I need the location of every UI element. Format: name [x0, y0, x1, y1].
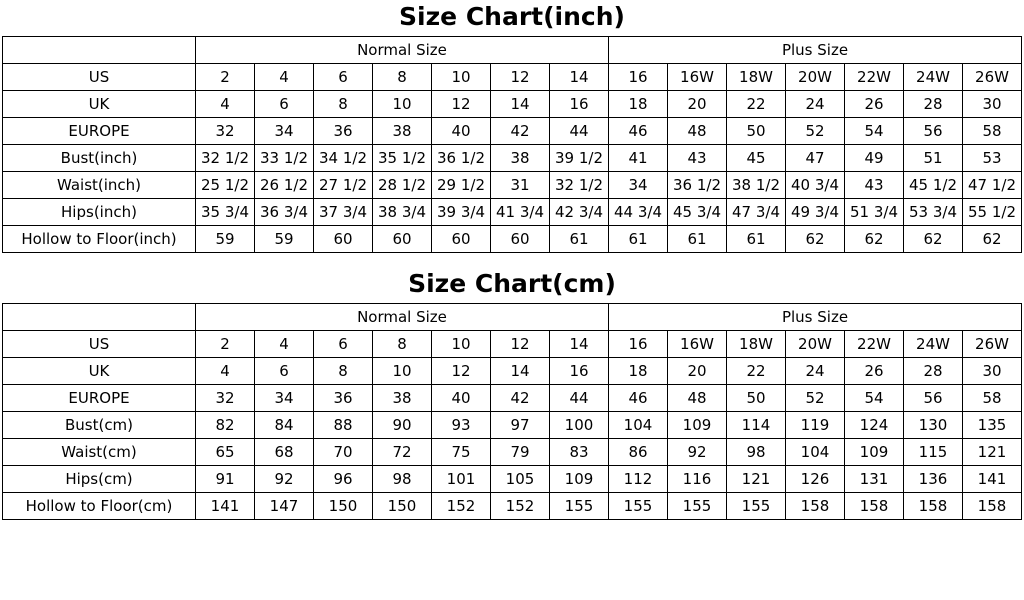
table-cell: 34: [255, 118, 314, 145]
table-cell: 36 1/2: [432, 145, 491, 172]
table-cell: 92: [668, 439, 727, 466]
table-cell: 38 1/2: [727, 172, 786, 199]
table-cell: 14: [491, 358, 550, 385]
table-cell: 37 3/4: [314, 199, 373, 226]
table-cell: 155: [609, 493, 668, 520]
table-cell: 104: [786, 439, 845, 466]
table-row: [3, 331, 1022, 358]
table-cell: 92: [255, 466, 314, 493]
table-cell: 52: [786, 385, 845, 412]
table-cell: 135: [963, 412, 1022, 439]
table-cell: 101: [432, 466, 491, 493]
row-label: UK: [3, 91, 196, 118]
table-cell: 36: [314, 118, 373, 145]
table-cell: 31: [491, 172, 550, 199]
table-cell: 60: [491, 226, 550, 253]
table-cell: 34: [609, 172, 668, 199]
table-cell: 12: [432, 358, 491, 385]
table-cell: 49 3/4: [786, 199, 845, 226]
table-cell: 16: [609, 331, 668, 358]
group-header-row: [3, 37, 1022, 64]
table-cell: 44: [550, 118, 609, 145]
table-cell: 70: [314, 439, 373, 466]
table-cell: 109: [668, 412, 727, 439]
table-cell: 20: [668, 358, 727, 385]
table-cell: 152: [491, 493, 550, 520]
row-label: Hips(cm): [3, 466, 196, 493]
table-cell: 26: [845, 358, 904, 385]
table-cell: 58: [963, 118, 1022, 145]
table-cell: 119: [786, 412, 845, 439]
table-cell: 40: [432, 385, 491, 412]
table-cell: 4: [255, 331, 314, 358]
table-cell: 22W: [845, 331, 904, 358]
table-cell: 53: [963, 145, 1022, 172]
table-cell: 150: [314, 493, 373, 520]
table-cell: 16: [609, 64, 668, 91]
table-row: [3, 199, 1022, 226]
table-cell: 10: [373, 358, 432, 385]
table-cell: 35 1/2: [373, 145, 432, 172]
table-cell: 42: [491, 385, 550, 412]
table-cell: 124: [845, 412, 904, 439]
table-cell: 29 1/2: [432, 172, 491, 199]
table-cell: 48: [668, 118, 727, 145]
table-cell: 24: [786, 91, 845, 118]
corner-blank-cell: [3, 304, 196, 331]
chart-title: Size Chart(inch): [399, 2, 625, 31]
size-chart-block-1: [0, 0, 1024, 253]
table-cell: 45 3/4: [668, 199, 727, 226]
table-cell: 72: [373, 439, 432, 466]
table-cell: 131: [845, 466, 904, 493]
table-cell: 26 1/2: [255, 172, 314, 199]
table-cell: 41 3/4: [491, 199, 550, 226]
table-cell: 147: [255, 493, 314, 520]
table-row: [3, 466, 1022, 493]
table-cell: 116: [668, 466, 727, 493]
table-cell: 98: [727, 439, 786, 466]
table-cell: 61: [668, 226, 727, 253]
table-cell: 61: [609, 226, 668, 253]
table-row: [3, 226, 1022, 253]
table-cell: 26W: [963, 331, 1022, 358]
table-cell: 59: [196, 226, 255, 253]
table-cell: 40 3/4: [786, 172, 845, 199]
table-cell: 55 1/2: [963, 199, 1022, 226]
table-cell: 30: [963, 358, 1022, 385]
table-cell: 62: [904, 226, 963, 253]
table-cell: 6: [255, 91, 314, 118]
table-row: [3, 493, 1022, 520]
table-cell: 47 3/4: [727, 199, 786, 226]
table-cell: 62: [786, 226, 845, 253]
table-cell: 58: [963, 385, 1022, 412]
table-cell: 8: [314, 358, 373, 385]
row-label: Hollow to Floor(cm): [3, 493, 196, 520]
table-cell: 8: [314, 91, 373, 118]
table-cell: 34 1/2: [314, 145, 373, 172]
table-cell: 88: [314, 412, 373, 439]
table-cell: 12: [432, 91, 491, 118]
group-header-plus-size: Plus Size: [609, 37, 1022, 64]
table-cell: 22: [727, 358, 786, 385]
table-row: [3, 118, 1022, 145]
table-cell: 16W: [668, 331, 727, 358]
table-cell: 36: [314, 385, 373, 412]
table-cell: 39 3/4: [432, 199, 491, 226]
table-cell: 91: [196, 466, 255, 493]
table-cell: 32 1/2: [550, 172, 609, 199]
table-row: [3, 439, 1022, 466]
table-cell: 18W: [727, 331, 786, 358]
table-cell: 24W: [904, 331, 963, 358]
table-cell: 60: [314, 226, 373, 253]
table-cell: 53 3/4: [904, 199, 963, 226]
table-cell: 20: [668, 91, 727, 118]
table-cell: 34: [255, 385, 314, 412]
table-cell: 20W: [786, 331, 845, 358]
table-cell: 56: [904, 385, 963, 412]
table-cell: 38 3/4: [373, 199, 432, 226]
table-cell: 20W: [786, 64, 845, 91]
table-cell: 48: [668, 385, 727, 412]
table-cell: 14: [491, 91, 550, 118]
table-cell: 60: [432, 226, 491, 253]
table-cell: 49: [845, 145, 904, 172]
table-cell: 100: [550, 412, 609, 439]
table-cell: 97: [491, 412, 550, 439]
table-cell: 158: [786, 493, 845, 520]
table-cell: 51 3/4: [845, 199, 904, 226]
table-cell: 26: [845, 91, 904, 118]
table-cell: 6: [314, 64, 373, 91]
table-cell: 26W: [963, 64, 1022, 91]
table-cell: 115: [904, 439, 963, 466]
table-cell: 35 3/4: [196, 199, 255, 226]
table-cell: 14: [550, 64, 609, 91]
table-cell: 42 3/4: [550, 199, 609, 226]
table-cell: 54: [845, 118, 904, 145]
table-cell: 50: [727, 118, 786, 145]
table-cell: 32: [196, 118, 255, 145]
table-cell: 158: [963, 493, 1022, 520]
table-cell: 14: [550, 331, 609, 358]
table-cell: 141: [963, 466, 1022, 493]
table-row: [3, 145, 1022, 172]
table-cell: 150: [373, 493, 432, 520]
table-cell: 16W: [668, 64, 727, 91]
row-label: Bust(cm): [3, 412, 196, 439]
table-cell: 18W: [727, 64, 786, 91]
group-header-plus-size: Plus Size: [609, 304, 1022, 331]
table-cell: 16: [550, 358, 609, 385]
table-cell: 42: [491, 118, 550, 145]
table-cell: 52: [786, 118, 845, 145]
table-cell: 43: [845, 172, 904, 199]
table-cell: 51: [904, 145, 963, 172]
table-row: [3, 91, 1022, 118]
table-cell: 28: [904, 91, 963, 118]
table-cell: 40: [432, 118, 491, 145]
table-cell: 158: [904, 493, 963, 520]
table-cell: 155: [550, 493, 609, 520]
table-cell: 96: [314, 466, 373, 493]
table-cell: 93: [432, 412, 491, 439]
table-cell: 36 3/4: [255, 199, 314, 226]
table-cell: 83: [550, 439, 609, 466]
table-cell: 136: [904, 466, 963, 493]
table-cell: 59: [255, 226, 314, 253]
table-cell: 47: [786, 145, 845, 172]
table-cell: 62: [963, 226, 1022, 253]
table-cell: 158: [845, 493, 904, 520]
table-cell: 141: [196, 493, 255, 520]
table-cell: 126: [786, 466, 845, 493]
table-cell: 90: [373, 412, 432, 439]
table-cell: 18: [609, 358, 668, 385]
table-cell: 121: [963, 439, 1022, 466]
table-cell: 121: [727, 466, 786, 493]
table-cell: 28: [904, 358, 963, 385]
table-cell: 56: [904, 118, 963, 145]
corner-blank-cell: [3, 37, 196, 64]
table-cell: 36 1/2: [668, 172, 727, 199]
table-cell: 60: [373, 226, 432, 253]
chart-title: Size Chart(cm): [408, 269, 616, 298]
table-cell: 38: [491, 145, 550, 172]
row-label: Waist(cm): [3, 439, 196, 466]
table-cell: 84: [255, 412, 314, 439]
table-cell: 38: [373, 118, 432, 145]
table-cell: 32 1/2: [196, 145, 255, 172]
table-cell: 25 1/2: [196, 172, 255, 199]
table-cell: 65: [196, 439, 255, 466]
row-label: Hips(inch): [3, 199, 196, 226]
table-cell: 12: [491, 64, 550, 91]
table-cell: 16: [550, 91, 609, 118]
group-header-normal-size: Normal Size: [196, 304, 609, 331]
table-cell: 41: [609, 145, 668, 172]
table-cell: 2: [196, 64, 255, 91]
table-row: [3, 385, 1022, 412]
row-label: US: [3, 331, 196, 358]
table-cell: 46: [609, 385, 668, 412]
table-cell: 44: [550, 385, 609, 412]
row-label: Waist(inch): [3, 172, 196, 199]
table-cell: 82: [196, 412, 255, 439]
table-cell: 22: [727, 91, 786, 118]
table-cell: 152: [432, 493, 491, 520]
table-cell: 8: [373, 331, 432, 358]
table-cell: 105: [491, 466, 550, 493]
table-cell: 10: [432, 64, 491, 91]
size-chart-table: [2, 303, 1022, 520]
table-cell: 112: [609, 466, 668, 493]
table-cell: 61: [727, 226, 786, 253]
table-cell: 79: [491, 439, 550, 466]
table-cell: 47 1/2: [963, 172, 1022, 199]
table-cell: 6: [314, 331, 373, 358]
group-header-row: [3, 304, 1022, 331]
table-cell: 45: [727, 145, 786, 172]
table-cell: 27 1/2: [314, 172, 373, 199]
table-cell: 4: [255, 64, 314, 91]
table-cell: 4: [196, 358, 255, 385]
table-cell: 32: [196, 385, 255, 412]
table-row: [3, 172, 1022, 199]
table-cell: 98: [373, 466, 432, 493]
table-cell: 8: [373, 64, 432, 91]
table-cell: 6: [255, 358, 314, 385]
table-cell: 54: [845, 385, 904, 412]
table-cell: 50: [727, 385, 786, 412]
table-cell: 155: [668, 493, 727, 520]
table-cell: 86: [609, 439, 668, 466]
table-cell: 10: [373, 91, 432, 118]
size-chart-table: [2, 36, 1022, 253]
table-row: [3, 64, 1022, 91]
group-header-normal-size: Normal Size: [196, 37, 609, 64]
chart-spacer: [0, 253, 1024, 267]
table-cell: 75: [432, 439, 491, 466]
table-cell: 10: [432, 331, 491, 358]
table-cell: 39 1/2: [550, 145, 609, 172]
size-chart-block-2: [0, 267, 1024, 520]
table-cell: 30: [963, 91, 1022, 118]
table-cell: 12: [491, 331, 550, 358]
table-cell: 4: [196, 91, 255, 118]
table-cell: 24W: [904, 64, 963, 91]
row-label: Hollow to Floor(inch): [3, 226, 196, 253]
row-label: EUROPE: [3, 118, 196, 145]
table-cell: 18: [609, 91, 668, 118]
table-cell: 24: [786, 358, 845, 385]
table-cell: 45 1/2: [904, 172, 963, 199]
row-label: EUROPE: [3, 385, 196, 412]
table-cell: 43: [668, 145, 727, 172]
table-cell: 155: [727, 493, 786, 520]
table-cell: 114: [727, 412, 786, 439]
table-cell: 109: [550, 466, 609, 493]
table-cell: 44 3/4: [609, 199, 668, 226]
table-cell: 33 1/2: [255, 145, 314, 172]
table-row: [3, 358, 1022, 385]
table-cell: 38: [373, 385, 432, 412]
table-cell: 2: [196, 331, 255, 358]
row-label: UK: [3, 358, 196, 385]
table-row: [3, 412, 1022, 439]
table-cell: 130: [904, 412, 963, 439]
table-cell: 22W: [845, 64, 904, 91]
table-cell: 61: [550, 226, 609, 253]
table-cell: 28 1/2: [373, 172, 432, 199]
table-cell: 68: [255, 439, 314, 466]
row-label: US: [3, 64, 196, 91]
table-cell: 104: [609, 412, 668, 439]
table-cell: 46: [609, 118, 668, 145]
table-cell: 109: [845, 439, 904, 466]
row-label: Bust(inch): [3, 145, 196, 172]
table-cell: 62: [845, 226, 904, 253]
